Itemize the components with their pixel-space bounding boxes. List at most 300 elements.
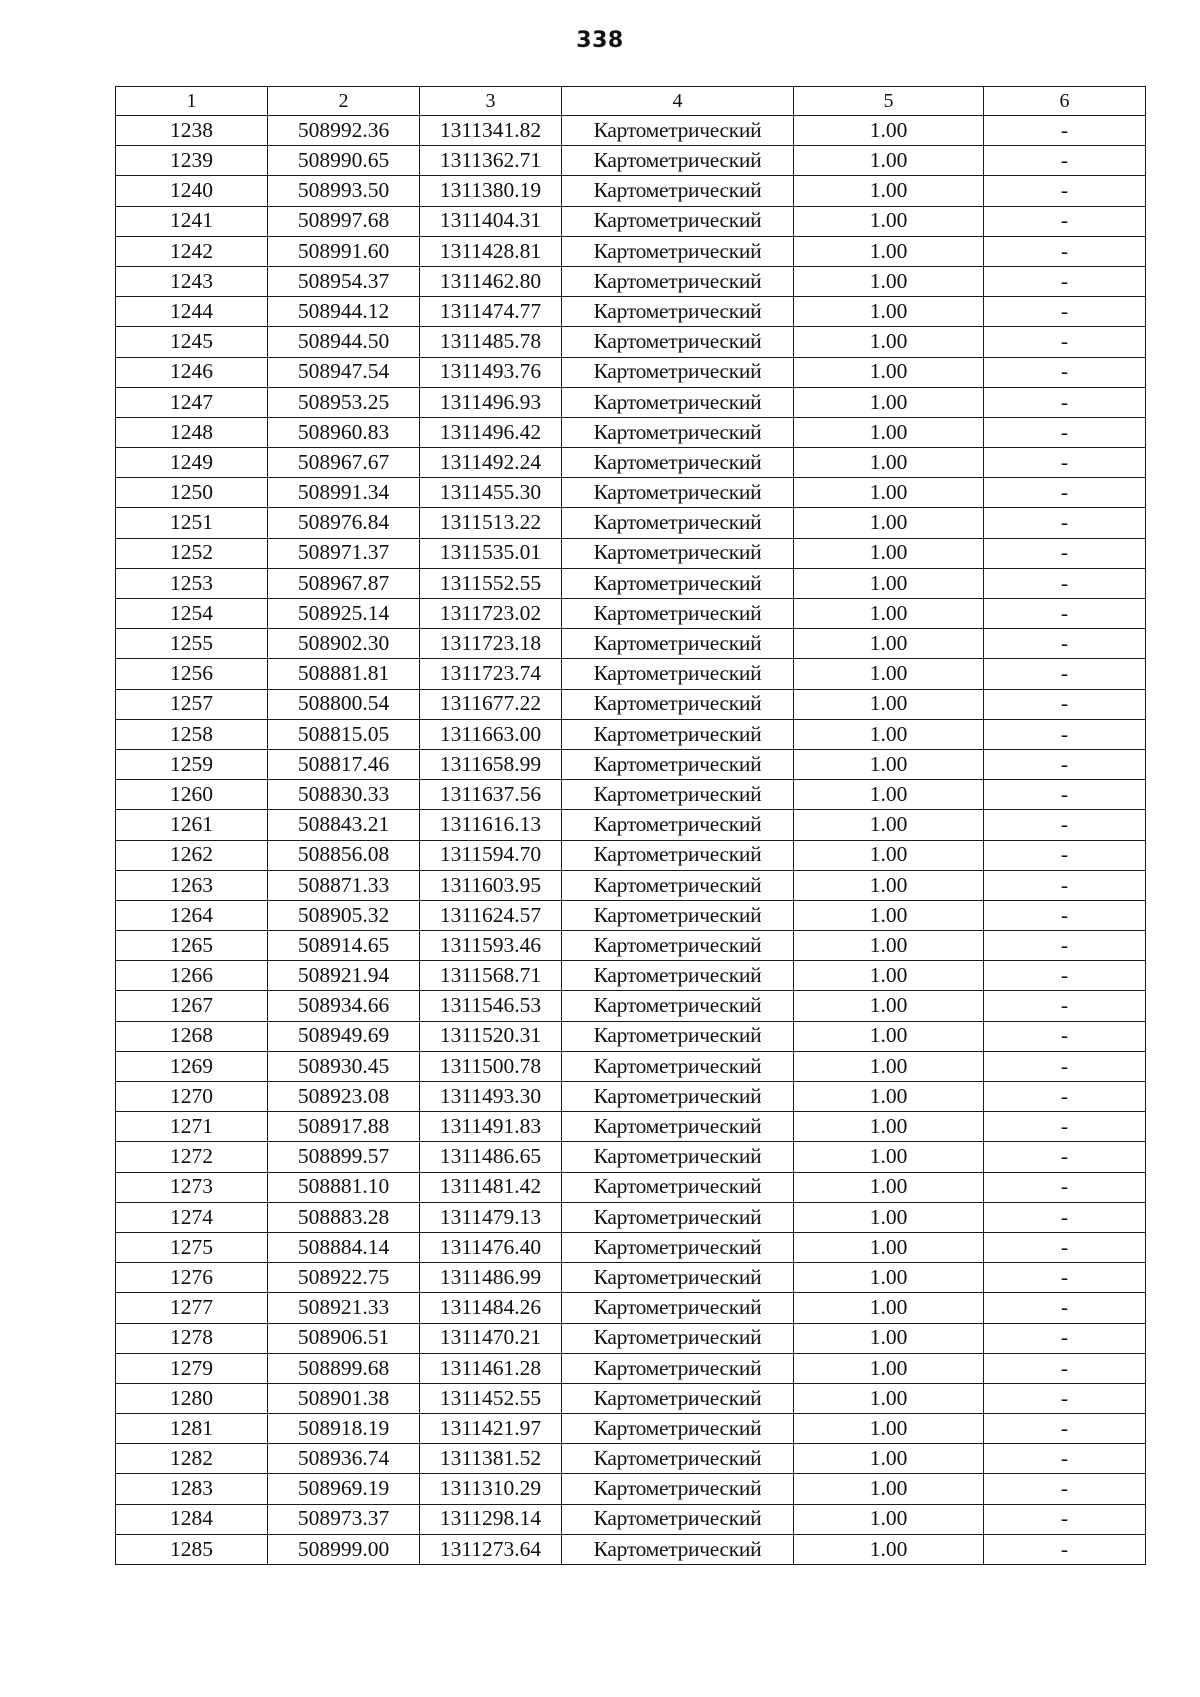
accuracy-cell: 1.00 <box>794 568 984 598</box>
x-coordinate-cell: 508921.94 <box>268 961 420 991</box>
point-number-cell: 1270 <box>116 1082 268 1112</box>
table-row <box>116 1474 1146 1504</box>
method-cell: Картометрический <box>562 176 794 206</box>
point-number-cell: 1285 <box>116 1534 268 1564</box>
point-number-cell: 1250 <box>116 478 268 508</box>
table-row <box>116 236 1146 266</box>
method-cell: Картометрический <box>562 1082 794 1112</box>
table-row <box>116 1504 1146 1534</box>
accuracy-cell: 1.00 <box>794 629 984 659</box>
x-coordinate-cell: 508914.65 <box>268 931 420 961</box>
x-coordinate-cell: 508923.08 <box>268 1082 420 1112</box>
table-row <box>116 448 1146 478</box>
point-number-cell: 1255 <box>116 629 268 659</box>
note-cell: - <box>984 1263 1146 1293</box>
method-cell: Картометрический <box>562 448 794 478</box>
x-coordinate-cell: 508967.87 <box>268 568 420 598</box>
note-cell: - <box>984 357 1146 387</box>
table-row <box>116 176 1146 206</box>
point-number-cell: 1273 <box>116 1172 268 1202</box>
y-coordinate-cell: 1311491.83 <box>420 1112 562 1142</box>
note-cell: - <box>984 659 1146 689</box>
accuracy-cell: 1.00 <box>794 266 984 296</box>
x-coordinate-cell: 508949.69 <box>268 1021 420 1051</box>
point-number-cell: 1271 <box>116 1112 268 1142</box>
method-cell: Картометрический <box>562 1112 794 1142</box>
point-number-cell: 1256 <box>116 659 268 689</box>
note-cell: - <box>984 538 1146 568</box>
x-coordinate-cell: 508881.10 <box>268 1172 420 1202</box>
accuracy-cell: 1.00 <box>794 176 984 206</box>
method-cell: Картометрический <box>562 387 794 417</box>
y-coordinate-cell: 1311462.80 <box>420 266 562 296</box>
point-number-cell: 1238 <box>116 116 268 146</box>
point-number-cell: 1264 <box>116 900 268 930</box>
point-number-cell: 1278 <box>116 1323 268 1353</box>
x-coordinate-cell: 508993.50 <box>268 176 420 206</box>
point-number-cell: 1261 <box>116 810 268 840</box>
accuracy-cell: 1.00 <box>794 991 984 1021</box>
y-coordinate-cell: 1311380.19 <box>420 176 562 206</box>
y-coordinate-cell: 1311493.30 <box>420 1082 562 1112</box>
x-coordinate-cell: 508944.50 <box>268 327 420 357</box>
y-coordinate-cell: 1311455.30 <box>420 478 562 508</box>
x-coordinate-cell: 508899.68 <box>268 1353 420 1383</box>
point-number-cell: 1249 <box>116 448 268 478</box>
accuracy-cell: 1.00 <box>794 417 984 447</box>
accuracy-cell: 1.00 <box>794 1504 984 1534</box>
y-coordinate-cell: 1311428.81 <box>420 236 562 266</box>
note-cell: - <box>984 478 1146 508</box>
x-coordinate-cell: 508922.75 <box>268 1263 420 1293</box>
y-coordinate-cell: 1311481.42 <box>420 1172 562 1202</box>
x-coordinate-cell: 508999.00 <box>268 1534 420 1564</box>
x-coordinate-cell: 508967.67 <box>268 448 420 478</box>
note-cell: - <box>984 327 1146 357</box>
x-coordinate-cell: 508917.88 <box>268 1112 420 1142</box>
table-row <box>116 659 1146 689</box>
y-coordinate-cell: 1311421.97 <box>420 1414 562 1444</box>
table-row <box>116 780 1146 810</box>
y-coordinate-cell: 1311496.42 <box>420 417 562 447</box>
x-coordinate-cell: 508883.28 <box>268 1202 420 1232</box>
table-row <box>116 1293 1146 1323</box>
x-coordinate-cell: 508921.33 <box>268 1293 420 1323</box>
column-header: 5 <box>794 87 984 116</box>
method-cell: Картометрический <box>562 568 794 598</box>
note-cell: - <box>984 1142 1146 1172</box>
accuracy-cell: 1.00 <box>794 1082 984 1112</box>
y-coordinate-cell: 1311568.71 <box>420 961 562 991</box>
table-row <box>116 116 1146 146</box>
x-coordinate-cell: 508817.46 <box>268 749 420 779</box>
method-cell: Картометрический <box>562 810 794 840</box>
method-cell: Картометрический <box>562 689 794 719</box>
method-cell: Картометрический <box>562 1534 794 1564</box>
point-number-cell: 1243 <box>116 266 268 296</box>
table-row <box>116 1232 1146 1262</box>
x-coordinate-cell: 508960.83 <box>268 417 420 447</box>
point-number-cell: 1245 <box>116 327 268 357</box>
table-row <box>116 870 1146 900</box>
note-cell: - <box>984 599 1146 629</box>
accuracy-cell: 1.00 <box>794 478 984 508</box>
accuracy-cell: 1.00 <box>794 659 984 689</box>
point-number-cell: 1272 <box>116 1142 268 1172</box>
method-cell: Картометрический <box>562 1383 794 1413</box>
y-coordinate-cell: 1311474.77 <box>420 297 562 327</box>
note-cell: - <box>984 206 1146 236</box>
note-cell: - <box>984 1051 1146 1081</box>
note-cell: - <box>984 1534 1146 1564</box>
x-coordinate-cell: 508944.12 <box>268 297 420 327</box>
table-row <box>116 1444 1146 1474</box>
method-cell: Картометрический <box>562 599 794 629</box>
x-coordinate-cell: 508906.51 <box>268 1323 420 1353</box>
accuracy-cell: 1.00 <box>794 840 984 870</box>
note-cell: - <box>984 810 1146 840</box>
method-cell: Картометрический <box>562 1474 794 1504</box>
note-cell: - <box>984 900 1146 930</box>
table-body <box>116 116 1146 1565</box>
method-cell: Картометрический <box>562 508 794 538</box>
accuracy-cell: 1.00 <box>794 297 984 327</box>
note-cell: - <box>984 1323 1146 1353</box>
table-row <box>116 508 1146 538</box>
y-coordinate-cell: 1311310.29 <box>420 1474 562 1504</box>
x-coordinate-cell: 508925.14 <box>268 599 420 629</box>
point-number-cell: 1281 <box>116 1414 268 1444</box>
method-cell: Картометрический <box>562 236 794 266</box>
y-coordinate-cell: 1311624.57 <box>420 900 562 930</box>
y-coordinate-cell: 1311520.31 <box>420 1021 562 1051</box>
x-coordinate-cell: 508918.19 <box>268 1414 420 1444</box>
note-cell: - <box>984 1504 1146 1534</box>
accuracy-cell: 1.00 <box>794 599 984 629</box>
note-cell: - <box>984 1232 1146 1262</box>
method-cell: Картометрический <box>562 870 794 900</box>
table-row <box>116 1353 1146 1383</box>
method-cell: Картометрический <box>562 417 794 447</box>
y-coordinate-cell: 1311476.40 <box>420 1232 562 1262</box>
note-cell: - <box>984 1293 1146 1323</box>
table-row <box>116 1414 1146 1444</box>
y-coordinate-cell: 1311492.24 <box>420 448 562 478</box>
note-cell: - <box>984 840 1146 870</box>
method-cell: Картометрический <box>562 749 794 779</box>
note-cell: - <box>984 1202 1146 1232</box>
table-header <box>116 87 1146 116</box>
point-number-cell: 1265 <box>116 931 268 961</box>
x-coordinate-cell: 508881.81 <box>268 659 420 689</box>
method-cell: Картометрический <box>562 116 794 146</box>
table-row <box>116 538 1146 568</box>
accuracy-cell: 1.00 <box>794 931 984 961</box>
table-row <box>116 1112 1146 1142</box>
point-number-cell: 1277 <box>116 1293 268 1323</box>
table-row <box>116 327 1146 357</box>
table-row <box>116 1142 1146 1172</box>
point-number-cell: 1244 <box>116 297 268 327</box>
accuracy-cell: 1.00 <box>794 1353 984 1383</box>
table-row <box>116 810 1146 840</box>
method-cell: Картометрический <box>562 1051 794 1081</box>
y-coordinate-cell: 1311479.13 <box>420 1202 562 1232</box>
point-number-cell: 1274 <box>116 1202 268 1232</box>
accuracy-cell: 1.00 <box>794 749 984 779</box>
note-cell: - <box>984 1021 1146 1051</box>
method-cell: Картометрический <box>562 840 794 870</box>
accuracy-cell: 1.00 <box>794 1021 984 1051</box>
x-coordinate-cell: 508856.08 <box>268 840 420 870</box>
accuracy-cell: 1.00 <box>794 719 984 749</box>
method-cell: Картометрический <box>562 931 794 961</box>
page-number: 338 <box>576 28 624 53</box>
x-coordinate-cell: 508934.66 <box>268 991 420 1021</box>
accuracy-cell: 1.00 <box>794 206 984 236</box>
method-cell: Картометрический <box>562 900 794 930</box>
note-cell: - <box>984 266 1146 296</box>
point-number-cell: 1252 <box>116 538 268 568</box>
point-number-cell: 1276 <box>116 1263 268 1293</box>
y-coordinate-cell: 1311723.18 <box>420 629 562 659</box>
x-coordinate-cell: 508990.65 <box>268 146 420 176</box>
method-cell: Картометрический <box>562 538 794 568</box>
method-cell: Картометрический <box>562 659 794 689</box>
point-number-cell: 1248 <box>116 417 268 447</box>
point-number-cell: 1263 <box>116 870 268 900</box>
table-row <box>116 266 1146 296</box>
method-cell: Картометрический <box>562 1172 794 1202</box>
table-row <box>116 1202 1146 1232</box>
table-row <box>116 387 1146 417</box>
point-number-cell: 1253 <box>116 568 268 598</box>
point-number-cell: 1275 <box>116 1232 268 1262</box>
accuracy-cell: 1.00 <box>794 236 984 266</box>
point-number-cell: 1254 <box>116 599 268 629</box>
x-coordinate-cell: 508973.37 <box>268 1504 420 1534</box>
method-cell: Картометрический <box>562 146 794 176</box>
note-cell: - <box>984 236 1146 266</box>
note-cell: - <box>984 1444 1146 1474</box>
x-coordinate-cell: 508971.37 <box>268 538 420 568</box>
y-coordinate-cell: 1311486.99 <box>420 1263 562 1293</box>
note-cell: - <box>984 1172 1146 1202</box>
y-coordinate-cell: 1311381.52 <box>420 1444 562 1474</box>
x-coordinate-cell: 508997.68 <box>268 206 420 236</box>
accuracy-cell: 1.00 <box>794 1263 984 1293</box>
method-cell: Картометрический <box>562 961 794 991</box>
accuracy-cell: 1.00 <box>794 116 984 146</box>
method-cell: Картометрический <box>562 629 794 659</box>
y-coordinate-cell: 1311637.56 <box>420 780 562 810</box>
accuracy-cell: 1.00 <box>794 1474 984 1504</box>
y-coordinate-cell: 1311723.02 <box>420 599 562 629</box>
coordinates-table <box>115 86 1146 1565</box>
x-coordinate-cell: 508830.33 <box>268 780 420 810</box>
note-cell: - <box>984 1082 1146 1112</box>
x-coordinate-cell: 508899.57 <box>268 1142 420 1172</box>
note-cell: - <box>984 508 1146 538</box>
method-cell: Картометрический <box>562 1323 794 1353</box>
accuracy-cell: 1.00 <box>794 387 984 417</box>
note-cell: - <box>984 719 1146 749</box>
table-row <box>116 297 1146 327</box>
column-header: 1 <box>116 87 268 116</box>
point-number-cell: 1257 <box>116 689 268 719</box>
note-cell: - <box>984 780 1146 810</box>
method-cell: Картометрический <box>562 1263 794 1293</box>
note-cell: - <box>984 146 1146 176</box>
table-row <box>116 840 1146 870</box>
table-row <box>116 357 1146 387</box>
accuracy-cell: 1.00 <box>794 1414 984 1444</box>
note-cell: - <box>984 961 1146 991</box>
x-coordinate-cell: 508930.45 <box>268 1051 420 1081</box>
point-number-cell: 1268 <box>116 1021 268 1051</box>
table-row <box>116 1021 1146 1051</box>
x-coordinate-cell: 508871.33 <box>268 870 420 900</box>
x-coordinate-cell: 508902.30 <box>268 629 420 659</box>
y-coordinate-cell: 1311616.13 <box>420 810 562 840</box>
accuracy-cell: 1.00 <box>794 1534 984 1564</box>
table-row <box>116 146 1146 176</box>
table-row <box>116 719 1146 749</box>
note-cell: - <box>984 1112 1146 1142</box>
method-cell: Картометрический <box>562 357 794 387</box>
note-cell: - <box>984 1383 1146 1413</box>
method-cell: Картометрический <box>562 1504 794 1534</box>
y-coordinate-cell: 1311677.22 <box>420 689 562 719</box>
method-cell: Картометрический <box>562 297 794 327</box>
y-coordinate-cell: 1311552.55 <box>420 568 562 598</box>
note-cell: - <box>984 689 1146 719</box>
method-cell: Картометрический <box>562 206 794 236</box>
point-number-cell: 1241 <box>116 206 268 236</box>
accuracy-cell: 1.00 <box>794 327 984 357</box>
y-coordinate-cell: 1311663.00 <box>420 719 562 749</box>
point-number-cell: 1282 <box>116 1444 268 1474</box>
point-number-cell: 1242 <box>116 236 268 266</box>
y-coordinate-cell: 1311496.93 <box>420 387 562 417</box>
table-row <box>116 1051 1146 1081</box>
x-coordinate-cell: 508800.54 <box>268 689 420 719</box>
y-coordinate-cell: 1311486.65 <box>420 1142 562 1172</box>
point-number-cell: 1269 <box>116 1051 268 1081</box>
point-number-cell: 1279 <box>116 1353 268 1383</box>
point-number-cell: 1280 <box>116 1383 268 1413</box>
note-cell: - <box>984 176 1146 206</box>
x-coordinate-cell: 508905.32 <box>268 900 420 930</box>
note-cell: - <box>984 297 1146 327</box>
note-cell: - <box>984 1353 1146 1383</box>
table-row <box>116 1323 1146 1353</box>
point-number-cell: 1259 <box>116 749 268 779</box>
column-header: 3 <box>420 87 562 116</box>
table-row <box>116 478 1146 508</box>
x-coordinate-cell: 508992.36 <box>268 116 420 146</box>
point-number-cell: 1262 <box>116 840 268 870</box>
method-cell: Картометрический <box>562 1232 794 1262</box>
y-coordinate-cell: 1311485.78 <box>420 327 562 357</box>
note-cell: - <box>984 1414 1146 1444</box>
note-cell: - <box>984 749 1146 779</box>
x-coordinate-cell: 508954.37 <box>268 266 420 296</box>
table-row <box>116 689 1146 719</box>
table-row <box>116 900 1146 930</box>
accuracy-cell: 1.00 <box>794 1444 984 1474</box>
note-cell: - <box>984 448 1146 478</box>
accuracy-cell: 1.00 <box>794 146 984 176</box>
accuracy-cell: 1.00 <box>794 810 984 840</box>
note-cell: - <box>984 931 1146 961</box>
accuracy-cell: 1.00 <box>794 900 984 930</box>
point-number-cell: 1258 <box>116 719 268 749</box>
y-coordinate-cell: 1311535.01 <box>420 538 562 568</box>
y-coordinate-cell: 1311298.14 <box>420 1504 562 1534</box>
point-number-cell: 1251 <box>116 508 268 538</box>
x-coordinate-cell: 508969.19 <box>268 1474 420 1504</box>
y-coordinate-cell: 1311341.82 <box>420 116 562 146</box>
y-coordinate-cell: 1311404.31 <box>420 206 562 236</box>
method-cell: Картометрический <box>562 1353 794 1383</box>
x-coordinate-cell: 508991.60 <box>268 236 420 266</box>
y-coordinate-cell: 1311273.64 <box>420 1534 562 1564</box>
x-coordinate-cell: 508884.14 <box>268 1232 420 1262</box>
method-cell: Картометрический <box>562 991 794 1021</box>
accuracy-cell: 1.00 <box>794 1051 984 1081</box>
y-coordinate-cell: 1311500.78 <box>420 1051 562 1081</box>
column-header: 4 <box>562 87 794 116</box>
note-cell: - <box>984 629 1146 659</box>
note-cell: - <box>984 991 1146 1021</box>
x-coordinate-cell: 508947.54 <box>268 357 420 387</box>
accuracy-cell: 1.00 <box>794 1383 984 1413</box>
x-coordinate-cell: 508953.25 <box>268 387 420 417</box>
accuracy-cell: 1.00 <box>794 689 984 719</box>
method-cell: Картометрический <box>562 1202 794 1232</box>
column-header: 6 <box>984 87 1146 116</box>
accuracy-cell: 1.00 <box>794 1202 984 1232</box>
note-cell: - <box>984 1474 1146 1504</box>
x-coordinate-cell: 508815.05 <box>268 719 420 749</box>
accuracy-cell: 1.00 <box>794 1323 984 1353</box>
method-cell: Картометрический <box>562 719 794 749</box>
table-row <box>116 991 1146 1021</box>
method-cell: Картометрический <box>562 478 794 508</box>
y-coordinate-cell: 1311484.26 <box>420 1293 562 1323</box>
x-coordinate-cell: 508991.34 <box>268 478 420 508</box>
point-number-cell: 1284 <box>116 1504 268 1534</box>
y-coordinate-cell: 1311658.99 <box>420 749 562 779</box>
point-number-cell: 1240 <box>116 176 268 206</box>
note-cell: - <box>984 870 1146 900</box>
point-number-cell: 1239 <box>116 146 268 176</box>
note-cell: - <box>984 417 1146 447</box>
accuracy-cell: 1.00 <box>794 1232 984 1262</box>
accuracy-cell: 1.00 <box>794 1112 984 1142</box>
method-cell: Картометрический <box>562 780 794 810</box>
accuracy-cell: 1.00 <box>794 448 984 478</box>
method-cell: Картометрический <box>562 266 794 296</box>
table-row <box>116 749 1146 779</box>
table-row <box>116 206 1146 236</box>
point-number-cell: 1247 <box>116 387 268 417</box>
point-number-cell: 1266 <box>116 961 268 991</box>
table-row <box>116 568 1146 598</box>
y-coordinate-cell: 1311546.53 <box>420 991 562 1021</box>
point-number-cell: 1260 <box>116 780 268 810</box>
